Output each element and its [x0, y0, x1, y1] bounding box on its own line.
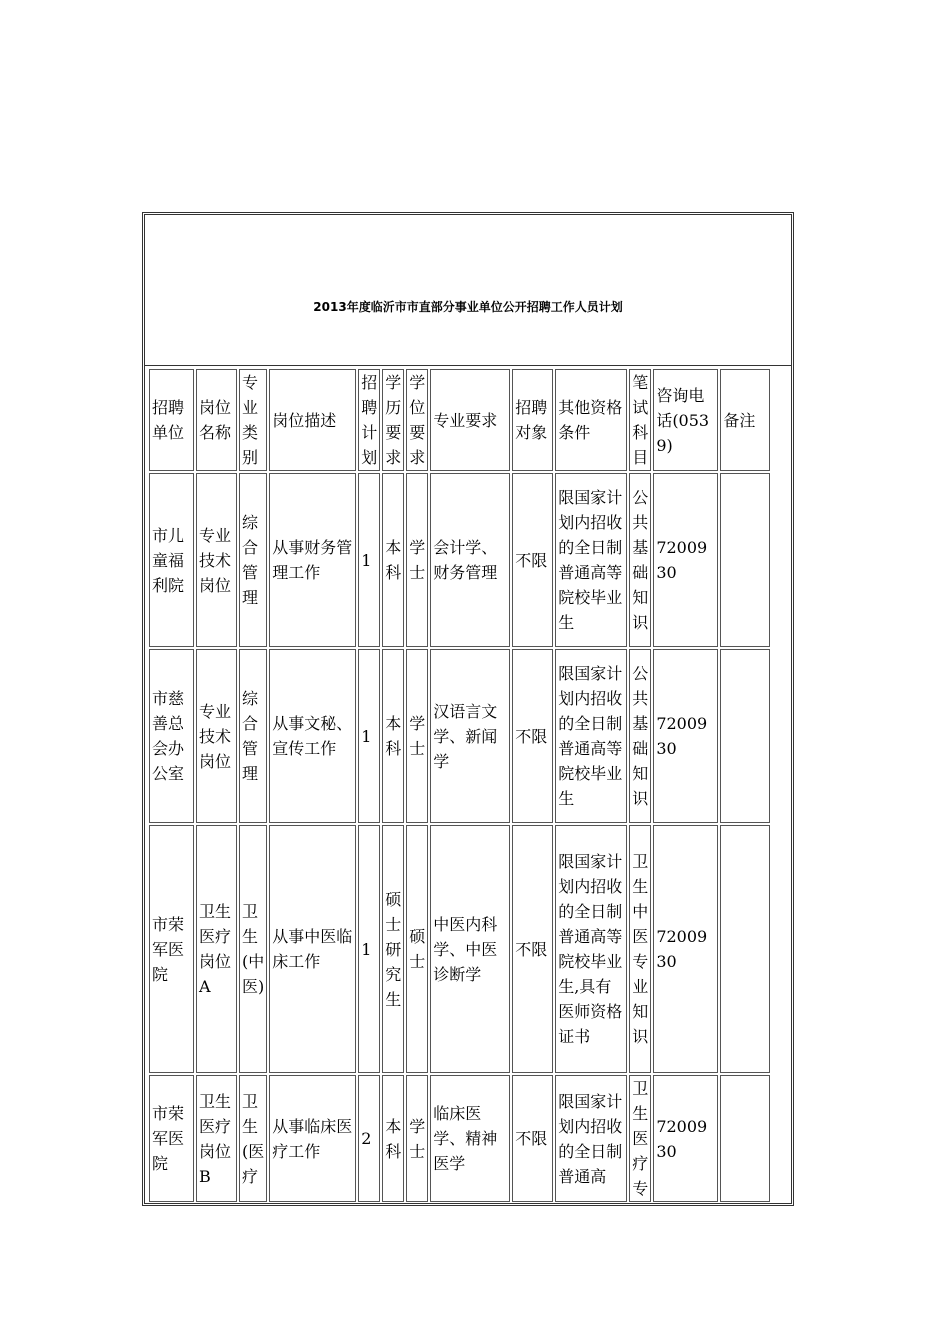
- header-count: 招聘计划: [358, 369, 380, 471]
- cell-description: 从事临床医疗工作: [269, 1075, 356, 1202]
- cell-degree: 学士: [406, 649, 428, 823]
- cell-count: 1: [358, 825, 380, 1073]
- cell-category: 综合管理: [239, 649, 267, 823]
- cell-notes: [720, 825, 770, 1073]
- table-row: [149, 649, 770, 823]
- table-row: [149, 473, 770, 647]
- cell-unit: 市荣军医院: [149, 825, 194, 1073]
- cell-major: 汉语言文学、新闻学: [430, 649, 510, 823]
- header-notes: 备注: [720, 369, 770, 471]
- cell-phone: 7200930: [653, 649, 718, 823]
- cell-notes: [720, 649, 770, 823]
- table-row: [149, 825, 770, 1073]
- cell-notes: [720, 473, 770, 647]
- cell-phone: 7200930: [653, 1075, 718, 1202]
- cell-education: 硕士研究生: [382, 825, 404, 1073]
- cell-description: 从事文秘、宣传工作: [269, 649, 356, 823]
- cell-degree: 硕士: [406, 825, 428, 1073]
- cell-description: 从事中医临床工作: [269, 825, 356, 1073]
- cell-category: 卫生(医疗: [239, 1075, 267, 1202]
- cell-degree: 学士: [406, 1075, 428, 1202]
- cell-exam: 卫生中医专业知识: [629, 825, 651, 1073]
- title-cell: [145, 215, 791, 366]
- cell-position: 卫生医疗岗位B: [196, 1075, 237, 1202]
- cell-position: 卫生医疗岗位A: [196, 825, 237, 1073]
- recruitment-table: [147, 367, 772, 1204]
- cell-target: 不限: [512, 473, 553, 647]
- cell-target: 不限: [512, 649, 553, 823]
- cell-education: 本科: [382, 649, 404, 823]
- cell-education: 本科: [382, 1075, 404, 1202]
- page-title: 2013年度临沂市市直部分事业单位公开招聘工作人员计划: [313, 300, 623, 314]
- cell-conditions: 限国家计划内招收的全日制普通高等院校毕业生: [555, 473, 627, 647]
- cell-target: 不限: [512, 825, 553, 1073]
- cell-major: 临床医学、精神医学: [430, 1075, 510, 1202]
- cell-degree: 学士: [406, 473, 428, 647]
- cell-phone: 7200930: [653, 473, 718, 647]
- cell-exam: 公共基础知识: [629, 473, 651, 647]
- cell-category: 卫生(中医): [239, 825, 267, 1073]
- cell-major: 中医内科学、中医诊断学: [430, 825, 510, 1073]
- cell-category: 综合管理: [239, 473, 267, 647]
- header-target: 招聘对象: [512, 369, 553, 471]
- cell-unit: 市儿童福利院: [149, 473, 194, 647]
- header-unit: 招聘单位: [149, 369, 194, 471]
- cell-education: 本科: [382, 473, 404, 647]
- cell-exam: 公共基础知识: [629, 649, 651, 823]
- document-frame: [142, 212, 794, 1206]
- header-degree: 学位要求: [406, 369, 428, 471]
- cell-conditions: 限国家计划内招收的全日制普通高等院校毕业生,具有医师资格证书: [555, 825, 627, 1073]
- cell-conditions: 限国家计划内招收的全日制普通高等院校毕业生: [555, 649, 627, 823]
- header-category: 专业类别: [239, 369, 267, 471]
- cell-unit: 市慈善总会办公室: [149, 649, 194, 823]
- header-phone: 咨询电话(0539): [653, 369, 718, 471]
- cell-conditions: 限国家计划内招收的全日制普通高: [555, 1075, 627, 1202]
- cell-description: 从事财务管理工作: [269, 473, 356, 647]
- header-position: 岗位名称: [196, 369, 237, 471]
- cell-count: 1: [358, 649, 380, 823]
- header-education: 学历要求: [382, 369, 404, 471]
- cell-position: 专业技术岗位: [196, 473, 237, 647]
- cell-exam: 卫生医疗专: [629, 1075, 651, 1202]
- cell-target: 不限: [512, 1075, 553, 1202]
- header-major: 专业要求: [430, 369, 510, 471]
- cell-position: 专业技术岗位: [196, 649, 237, 823]
- cell-count: 2: [358, 1075, 380, 1202]
- cell-major: 会计学、财务管理: [430, 473, 510, 647]
- cell-unit: 市荣军医院: [149, 1075, 194, 1202]
- cell-count: 1: [358, 473, 380, 647]
- cell-phone: 7200930: [653, 825, 718, 1073]
- header-exam: 笔试科目: [629, 369, 651, 471]
- header-row: [149, 369, 770, 471]
- header-conditions: 其他资格条件: [555, 369, 627, 471]
- cell-notes: [720, 1075, 770, 1202]
- table-row: [149, 1075, 770, 1202]
- header-description: 岗位描述: [269, 369, 356, 471]
